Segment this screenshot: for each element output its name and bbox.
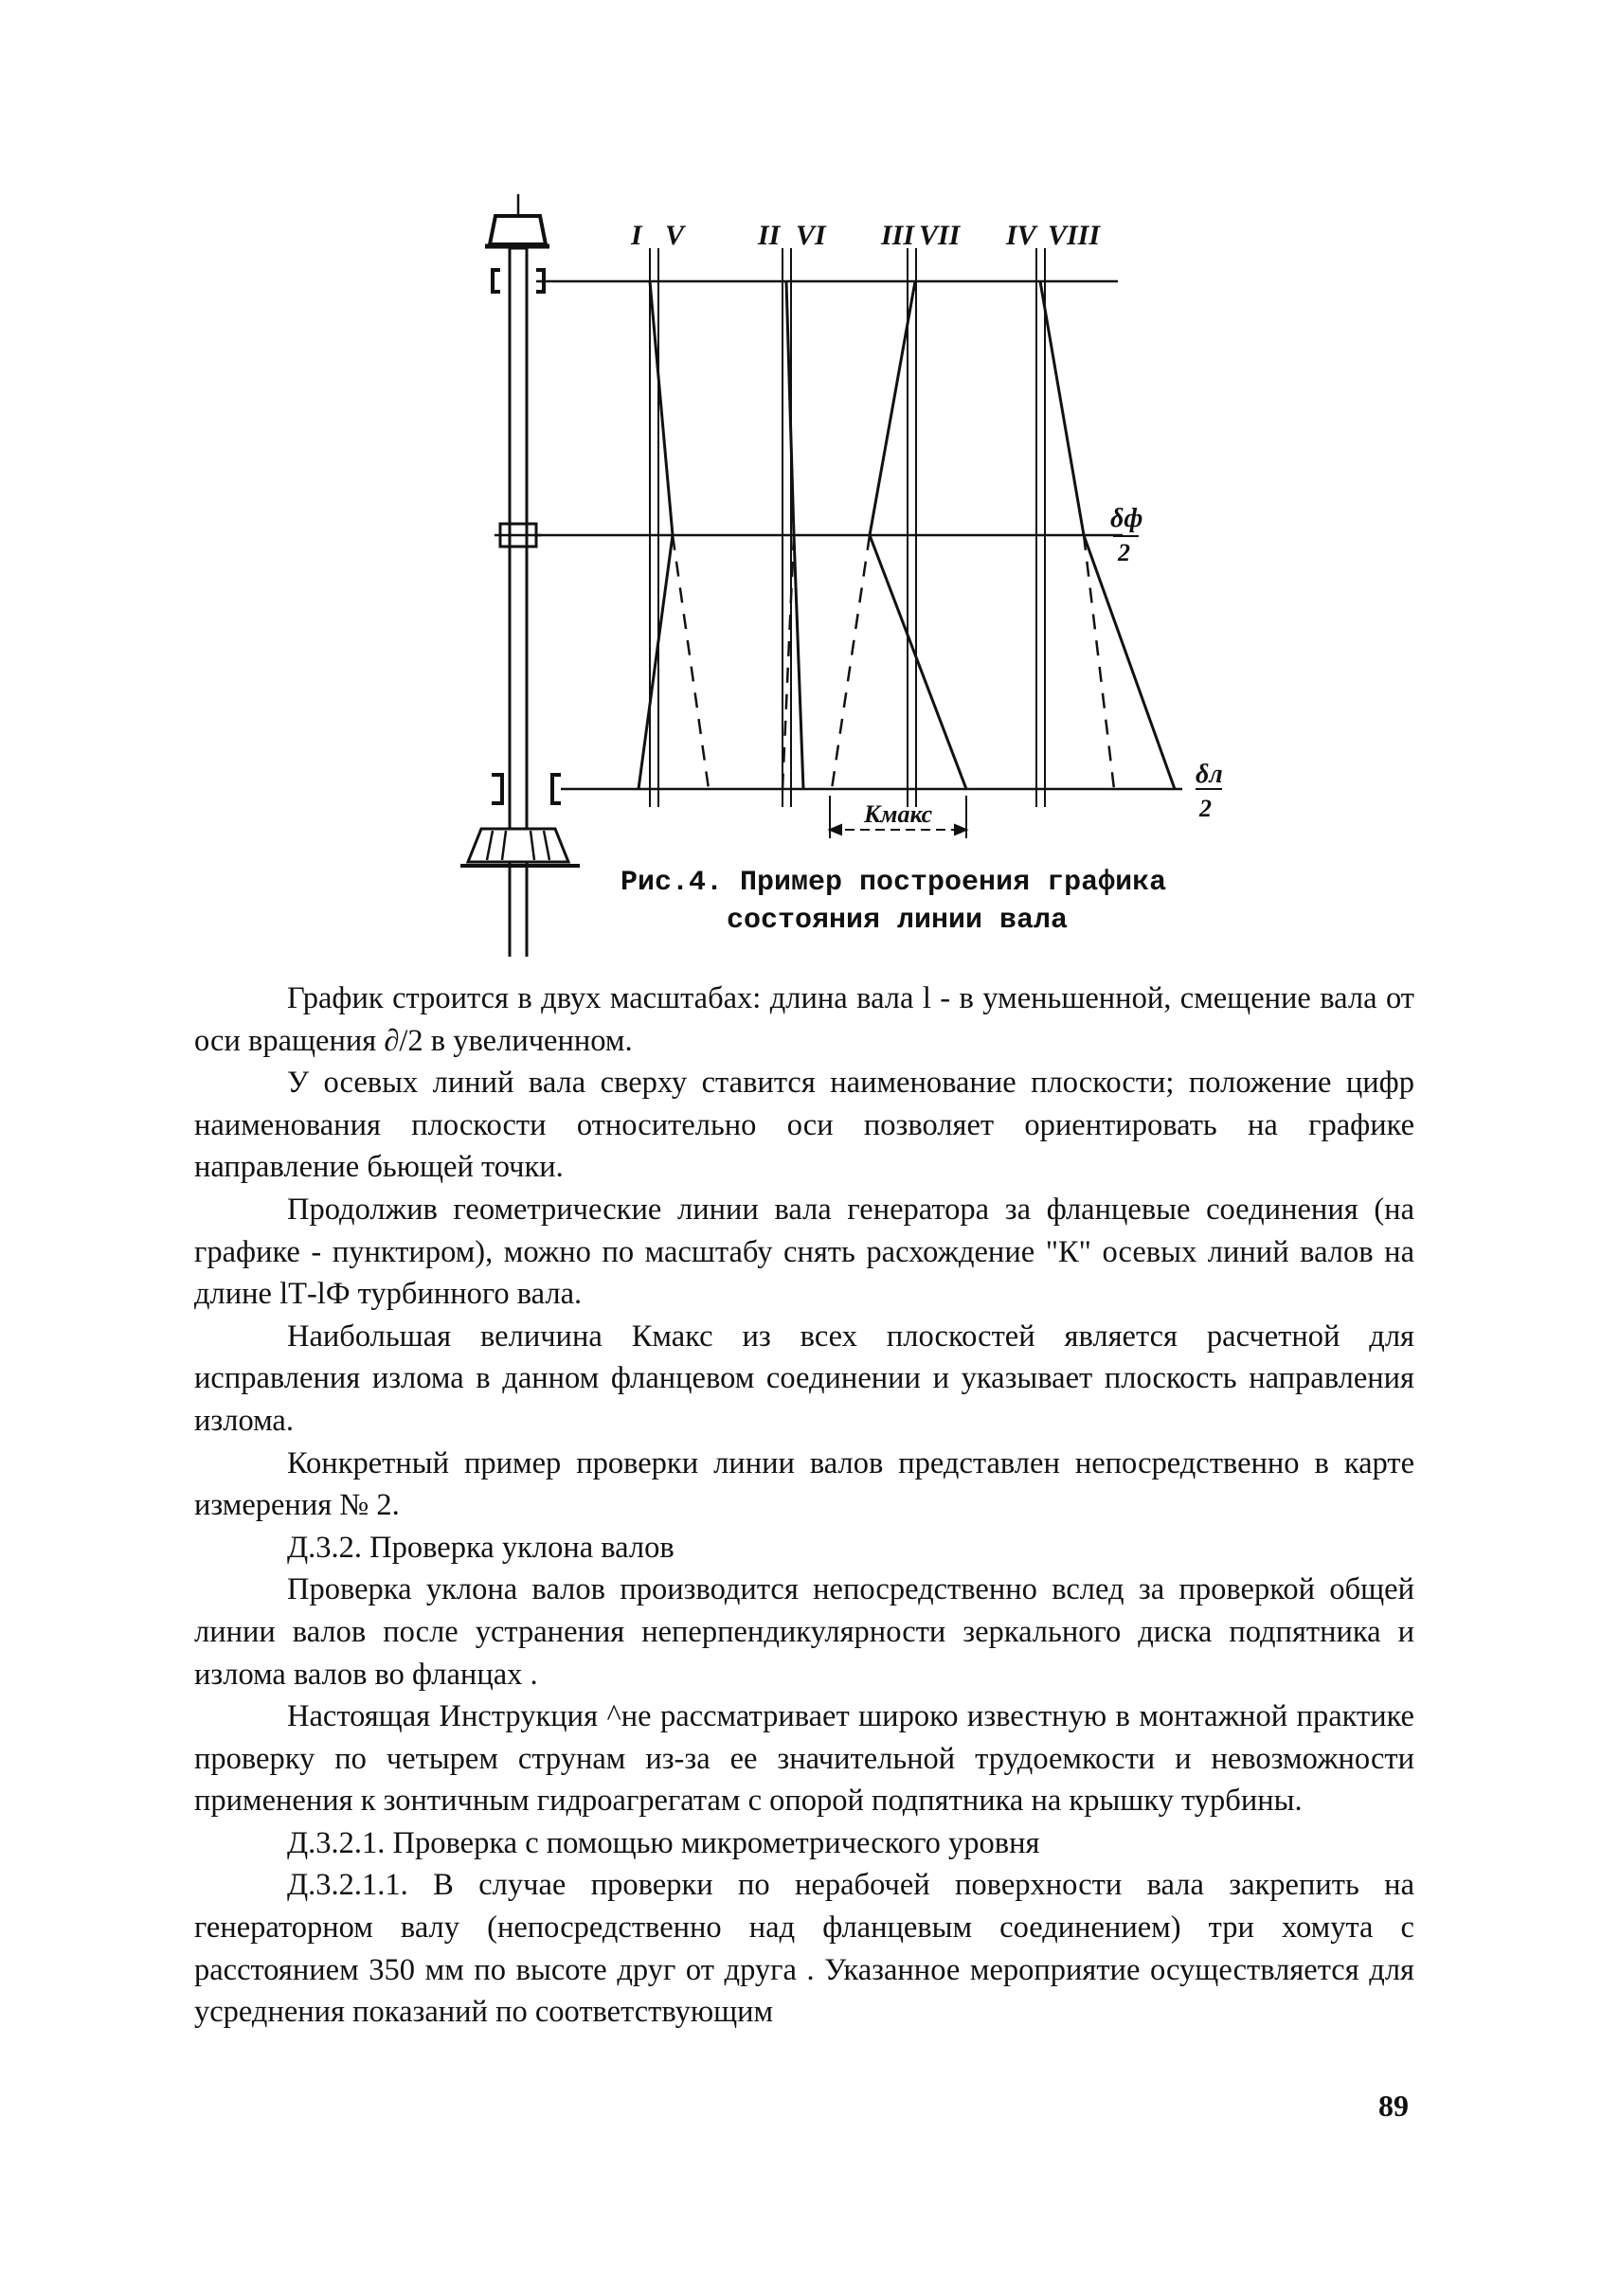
paragraph: Конкретный пример проверки линии валов представлен непосредственно в карте измерения № 2. — [194, 1445, 1414, 1523]
plane-label-8: VIII — [1048, 220, 1101, 251]
section-heading: Д.3.2. Проверка уклона валов — [287, 1530, 675, 1565]
delta-l-label: δл — [1196, 760, 1223, 789]
shaft-line-diagram — [0, 0, 1601, 957]
paragraph: Наибольшая величина Кмакс из всех плоскостей является расчетной для исправления излома в данном фланцевом соединении и указывает плоскость направления излома. — [194, 1318, 1414, 1438]
plane-label-6: VII — [919, 220, 961, 251]
plane-label-5: III — [881, 220, 915, 251]
paragraph: Проверка уклона валов производится непосредственно вслед за проверкой общей линии валов после устранения неперпендикулярности зеркального диска подпятника и излома валов во фланцах . — [194, 1572, 1414, 1692]
delta-f-half: 2 — [1118, 539, 1130, 566]
paragraph: Настоящая Инструкция ^не рассматривает широко известную в монтажной практике проверку по четырем струнам из-за ее значительной трудоемкости и невозможности применения к зонтичным гидроагрегатам с опорой подпятника на крышку турбины. — [194, 1699, 1414, 1819]
plane-label-1: I — [631, 220, 642, 251]
section-heading: Д.3.2.1. Проверка с помощью микрометрического уровня — [287, 1825, 1040, 1860]
delta-f-label: δф — [1110, 504, 1143, 533]
shaft-schematic — [460, 194, 580, 957]
paragraph: Д.3.2.1.1. В случае проверки по нерабочей поверхности вала закрепить на генераторном валу (непосредственно над фланцевым соединением) три хомута с расстоянием 350 мм по высоте друг от друга . Указанное мероприятие осуществляется для усреднения показаний по соответствующим — [194, 1868, 1414, 2030]
plane-label-2: V — [665, 220, 685, 251]
k-max-label: Кмакс — [864, 800, 933, 828]
delta-l-half: 2 — [1199, 795, 1212, 822]
paragraph: Продолжив геометрические линии вала генератора за фланцевые соединения (на графике - пунктиром), можно по масштабу снять расхождение "К" осевых линий валов на длине lТ-lФ турбинного вала. — [194, 1192, 1414, 1312]
plane-label-3: II — [758, 220, 781, 251]
plane-label-7: IV — [1006, 220, 1036, 251]
figure-caption-line2: состояния линии вала — [727, 905, 1069, 937]
body-text — [194, 978, 1414, 2034]
paragraph: У осевых линий вала сверху ставится наименование плоскости; положение цифр наименования плоскости относительно оси позволяет ориентировать на графике направление бьющей точки. — [194, 1066, 1414, 1185]
page-number: 89 — [1378, 2089, 1409, 2123]
plane-axes — [650, 248, 1045, 807]
dashed-extensions — [673, 535, 1114, 789]
plane-label-4: VI — [796, 220, 826, 251]
figure-caption-line1: Рис.4. Пример построения графика — [621, 867, 1167, 899]
paragraph: График строится в двух масштабах: длина вала l - в уменьшенной, смещение вала от оси вращения ∂/2 в увеличенном. — [194, 981, 1414, 1058]
